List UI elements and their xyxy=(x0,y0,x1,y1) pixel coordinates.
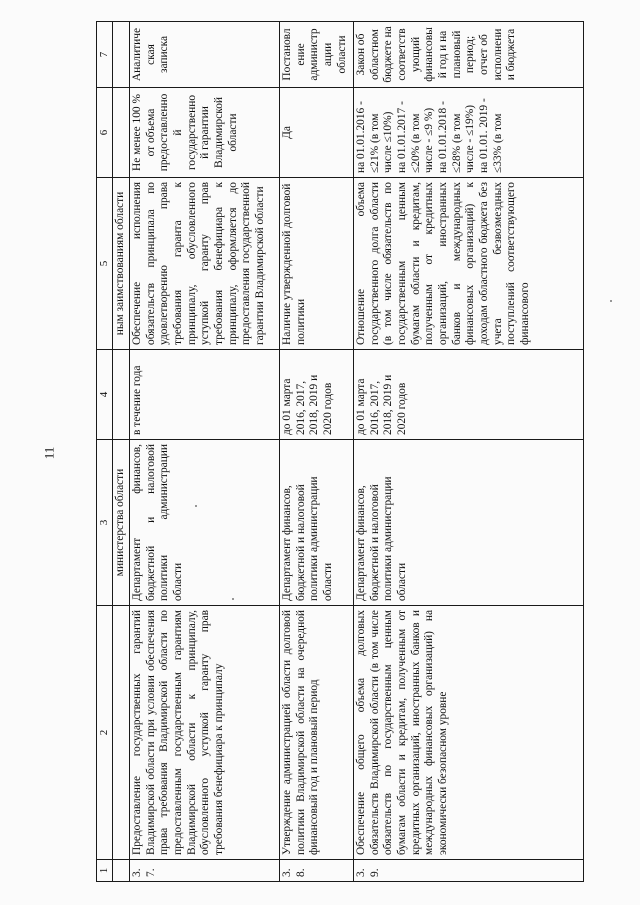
row-indicator: Отношение объема государственного долга области (в том числе обязательств по государственным ценным бумагам области и кредитам, полученным от кредитных организаций, иностранных банков и международных финансовых организаций) к доходам областного бюджета без учета безвозмездных поступлений соответствующего финансового xyxy=(353,178,583,350)
header-col-4: 4 xyxy=(97,350,113,440)
header-col-6: 6 xyxy=(97,88,113,178)
header-col-1: 1 xyxy=(97,860,113,882)
row-indicator: Наличие утвержденной долговой политики xyxy=(279,178,353,350)
continuation-indicator: ным заимствованиям области xyxy=(113,178,130,350)
scan-speck xyxy=(195,505,197,507)
row-term: до 01 марта 2016, 2017, 2018, 2019 и 2020 годов xyxy=(353,350,583,440)
scan-speck xyxy=(610,300,612,302)
row-form: Закон об областном бюджете на соответствующий финансовый год и на плановый период; отчет об исполнении бюджета xyxy=(353,22,583,88)
row-measure: Утверждение администрацией области долговой политики Владимирской области на очередной финансовый год и плановый период xyxy=(279,606,353,860)
row-executor: Департамент финансов, бюджетной и налоговой политики администрации области xyxy=(353,440,583,606)
header-col-2: 2 xyxy=(97,606,113,860)
continuation-row xyxy=(113,22,130,882)
continuation-executor: министерства области xyxy=(113,440,130,606)
row-number: 3.8. xyxy=(279,860,353,882)
row-executor: Департамент финансов, бюджетной и налоговой политики администрации области xyxy=(129,440,279,606)
row-value: Да xyxy=(279,88,353,178)
row-form: Аналитическая записка xyxy=(129,22,279,88)
row-value: Не менее 100 % от объема предоставленной государственной гарантии Владимирской области xyxy=(129,88,279,178)
header-col-5: 5 xyxy=(97,178,113,350)
header-col-7: 7 xyxy=(97,22,113,88)
scan-speck xyxy=(232,598,234,600)
row-value: на 01.01.2016 - ≤21% (в том числе ≤10%) на 01.01.2017 - ≤20% (в том числе - ≤9 %) на 01.01.2018 - ≤28% (в том числе - ≤19%) на 01.01. 2019 - ≤33% (в том xyxy=(353,88,583,178)
row-term: в течение года xyxy=(129,350,279,440)
activities-table xyxy=(96,21,584,882)
row-measure: Предоставление государственных гарантий Владимирской области при условии обеспечения права требования Владимирской области по предоставленным государственным гарантиям Владимирской области к принципалу, обусловленного уступкой гаранту прав требования бенефициара к принципалу xyxy=(129,606,279,860)
row-executor: Департамент финансов, бюджетной и налоговой политики администрации области xyxy=(279,440,353,606)
table-row xyxy=(129,22,279,882)
rotated-table-container xyxy=(96,22,610,882)
row-number: 3.9. xyxy=(353,860,583,882)
header-row xyxy=(97,22,113,882)
header-col-3: 3 xyxy=(97,440,113,606)
row-term: до 01 марта 2016, 2017, 2018, 2019 и 2020 годов xyxy=(279,350,353,440)
page-number: 11 xyxy=(41,446,57,460)
row-measure: Обеспечение общего объема долговых обязательств Владимирской области (в том числе обязательств по государственным ценным бумагам области и кредитам, полученным от кредитных организаций, иностранных банков и международных финансовых организаций) на экономически безопасном уровне xyxy=(353,606,583,860)
table-row xyxy=(279,22,353,882)
row-number: 3.7. xyxy=(129,860,279,882)
row-form: Постановление администрации области xyxy=(279,22,353,88)
table-row xyxy=(353,22,583,882)
row-indicator: Обеспечение исполнения обязательств принципала по удовлетворению права требования гаранта к принципалу, обусловленного уступкой гаранту прав требования бенефициара к принципалу, оформляется до предоставления государственной гарантии Владимирской области xyxy=(129,178,279,350)
